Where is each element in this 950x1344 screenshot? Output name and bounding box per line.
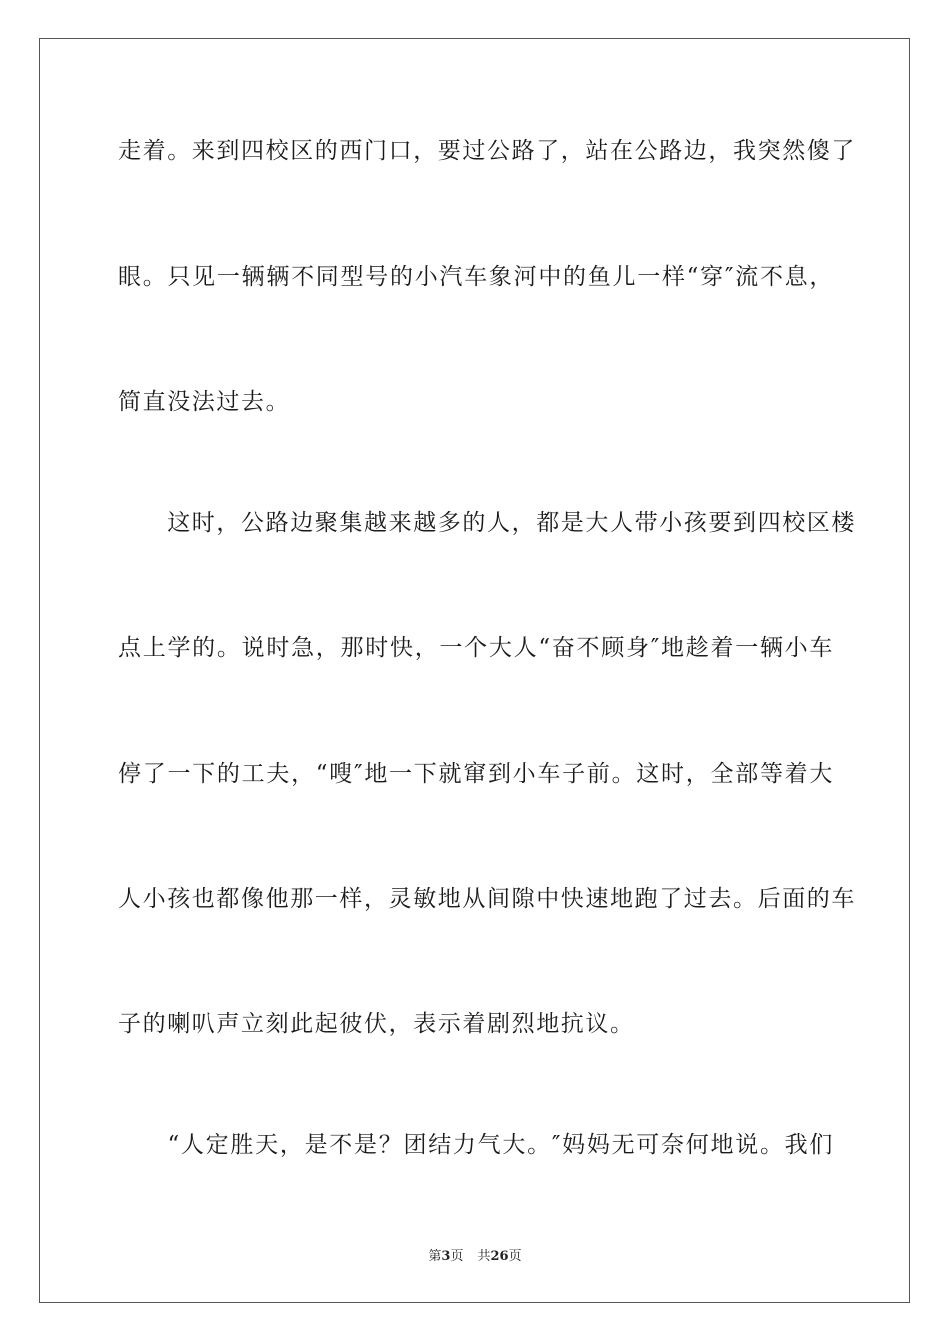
text-line-2: 眼。只见一辆辆不同型号的小汽车象河中的鱼儿一样“穿″流不息， xyxy=(118,264,834,290)
page-suffix: 页 xyxy=(450,1249,464,1264)
text-line-9: “人定胜天，是不是？团结力气大。″妈妈无可奈何地说。我们 xyxy=(118,1132,834,1158)
text-line-6: 停了一下的工夫，“嗖″地一下就窜到小车子前。这时，全部等着大 xyxy=(118,761,834,787)
page-border xyxy=(39,38,910,1303)
text-line-5: 点上学的。说时急，那时快，一个大人“奋不顾身″地趁着一辆小车 xyxy=(118,635,834,661)
page-prefix: 第 xyxy=(428,1249,442,1264)
page-number: 3 xyxy=(441,1249,451,1264)
text-line-8: 子的喇叭声立刻此起彼伏，表示着剧烈地抗议。 xyxy=(118,1011,635,1037)
total-prefix: 共 xyxy=(477,1249,491,1264)
text-line-1: 走着。来到四校区的西门口，要过公路了，站在公路边，我突然傻了 xyxy=(118,138,856,164)
total-pages: 26 xyxy=(490,1249,509,1264)
text-line-4: 这时，公路边聚集越来越多的人，都是大人带小孩要到四校区楼 xyxy=(118,510,856,536)
page-footer xyxy=(0,1249,950,1265)
text-line-7: 人小孩也都像他那一样，灵敏地从间隙中快速地跑了过去。后面的车 xyxy=(118,886,856,912)
text-line-3: 简直没法过去。 xyxy=(118,389,291,415)
total-suffix: 页 xyxy=(508,1249,522,1264)
